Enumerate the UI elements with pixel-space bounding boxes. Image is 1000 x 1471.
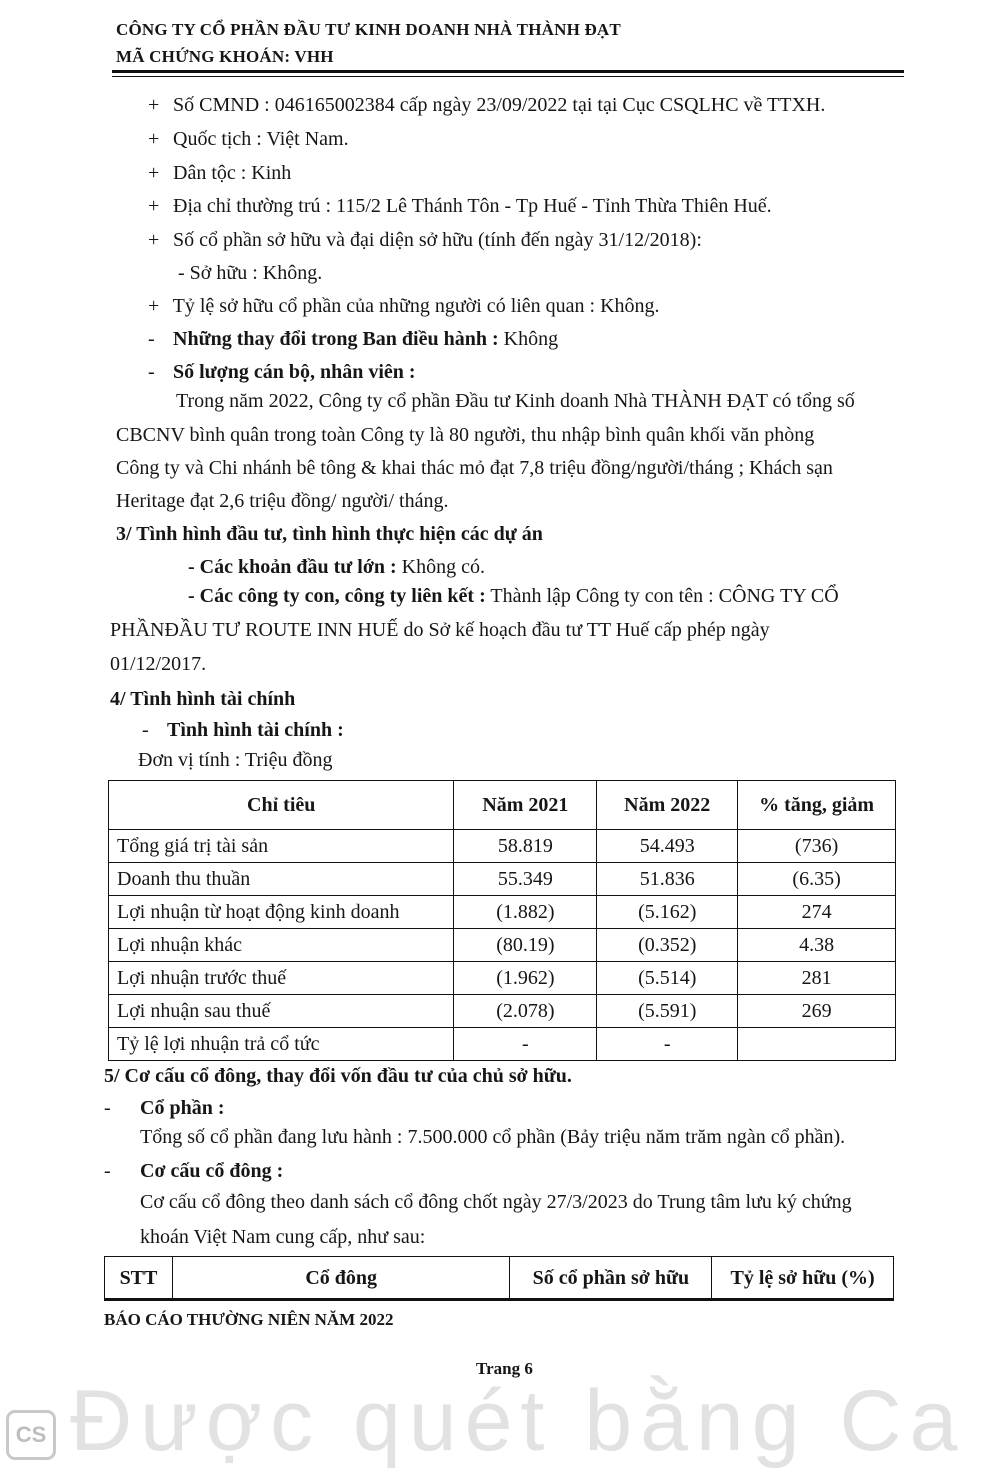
value-2021: 58.819 [454, 830, 597, 863]
value-2021: (1.962) [454, 962, 597, 995]
row-label: Lợi nhuận sau thuế [109, 995, 454, 1028]
header-shares: Số cổ phần sở hữu [510, 1257, 712, 1300]
staff-text-2: CBCNV bình quân trong toàn Công ty là 80 người, thu nhập bình quân khối văn phòng [116, 424, 815, 446]
structure-label: - Cơ cấu cổ đông : [104, 1160, 284, 1182]
row-label: Doanh thu thuần [109, 863, 454, 896]
value-2022: (5.591) [597, 995, 738, 1028]
value-change: 274 [738, 896, 896, 929]
value-2022: (5.162) [597, 896, 738, 929]
value-2021: - [454, 1028, 597, 1061]
subsidiaries-line-1: - Các công ty con, công ty liên kết : Thành lập Công ty con tên : CÔNG TY CỔ [188, 585, 839, 607]
value-change [738, 1028, 896, 1061]
ethnicity-line: + Dân tộc : Kinh [148, 162, 292, 184]
unit-line: Đơn vị tính : Triệu đồng [138, 749, 333, 771]
table-row [109, 962, 896, 995]
subsidiaries-line-2: PHẦNĐẦU TƯ ROUTE INN HUẾ do Sở kế hoạch đầu tư TT Huế cấp phép ngày [110, 619, 770, 641]
financial-table [108, 780, 896, 1061]
table-row [109, 863, 896, 896]
row-label: Tỷ lệ lợi nhuận trả cổ tức [109, 1028, 454, 1061]
header-stt: STT [105, 1257, 173, 1300]
value-2022: (0.352) [597, 929, 738, 962]
section-5-title: 5/ Cơ cấu cổ đông, thay đổi vốn đầu tư của chủ sở hữu. [104, 1065, 572, 1087]
camscanner-logo: CS [6, 1410, 56, 1460]
header-2021: Năm 2021 [454, 781, 597, 830]
id-card-line: + Số CMND : 046165002384 cấp ngày 23/09/2022 tại tại Cục CSQLHC về TTXH. [148, 94, 826, 116]
shares-owned-line: + Số cổ phần sở hữu và đại diện sở hữu (tính đến ngày 31/12/2018): [148, 229, 702, 251]
section-3-title: 3/ Tình hình đầu tư, tình hình thực hiện các dự án [116, 523, 543, 545]
row-label: Lợi nhuận từ hoạt động kinh doanh [109, 896, 454, 929]
value-2022: - [597, 1028, 738, 1061]
staff-text-4: Heritage đạt 2,6 triệu đồng/ người/ tháng. [116, 490, 449, 512]
shareholder-table [104, 1256, 894, 1300]
management-changes: - Những thay đổi trong Ban điều hành : Không [148, 328, 559, 350]
table-row [109, 830, 896, 863]
value-2022: 51.836 [597, 863, 738, 896]
header-shareholder: Cổ đông [172, 1257, 510, 1300]
table-row [109, 1028, 896, 1061]
nationality-line: + Quốc tịch : Việt Nam. [148, 128, 349, 150]
report-title: BÁO CÁO THƯỜNG NIÊN NĂM 2022 [104, 1310, 394, 1329]
header-indicator: Chỉ tiêu [109, 781, 454, 830]
scan-watermark: Được quét bằng Ca [70, 1373, 966, 1469]
footer-rule [104, 1298, 894, 1301]
row-label: Lợi nhuận trước thuế [109, 962, 454, 995]
stock-code: MÃ CHỨNG KHOÁN: VHH [116, 47, 334, 66]
value-2021: 55.349 [454, 863, 597, 896]
value-2021: (1.882) [454, 896, 597, 929]
value-change: (736) [738, 830, 896, 863]
header-change: % tăng, giảm [738, 781, 896, 830]
table-row [109, 995, 896, 1028]
value-2022: 54.493 [597, 830, 738, 863]
related-ratio-line: + Tỷ lệ sở hữu cổ phần của những người có liên quan : Không. [148, 295, 660, 317]
table-header-row [109, 781, 896, 830]
value-change: 4.38 [738, 929, 896, 962]
staff-label: - Số lượng cán bộ, nhân viên : [148, 361, 416, 383]
row-label: Lợi nhuận khác [109, 929, 454, 962]
staff-text-3: Công ty và Chi nhánh bê tông & khai thác mỏ đạt 7,8 triệu đồng/người/tháng ; Khách sạn [116, 457, 833, 479]
staff-text-1: Trong năm 2022, Công ty cổ phần Đầu tư Kinh doanh Nhà THÀNH ĐẠT có tổng số [176, 390, 855, 412]
shares-label: - Cổ phần : [104, 1097, 225, 1119]
header-2022: Năm 2022 [597, 781, 738, 830]
value-2021: (2.078) [454, 995, 597, 1028]
subsidiaries-line-3: 01/12/2017. [110, 653, 207, 675]
table-row [109, 929, 896, 962]
shares-text: Tổng số cổ phần đang lưu hành : 7.500.000 cổ phần (Bảy triệu năm trăm ngàn cổ phần). [140, 1126, 846, 1148]
owned-line: - Sở hữu : Không. [178, 262, 323, 284]
table-row [109, 896, 896, 929]
header-rule-thin [112, 76, 904, 77]
large-investments: - Các khoản đầu tư lớn : Không có. [188, 556, 485, 578]
value-2022: (5.514) [597, 962, 738, 995]
address-line: + Địa chỉ thường trú : 115/2 Lê Thánh Tôn - Tp Huế - Tỉnh Thừa Thiên Huế. [148, 195, 772, 217]
company-name: CÔNG TY CỔ PHẦN ĐẦU TƯ KINH DOANH NHÀ THÀNH ĐẠT [116, 20, 621, 39]
structure-text-2: khoán Việt Nam cung cấp, như sau: [140, 1226, 426, 1248]
value-change: 281 [738, 962, 896, 995]
value-2021: (80.19) [454, 929, 597, 962]
header-rule [112, 70, 904, 73]
structure-text-1: Cơ cấu cổ đông theo danh sách cổ đông chốt ngày 27/3/2023 do Trung tâm lưu ký chứng [140, 1191, 852, 1213]
value-change: 269 [738, 995, 896, 1028]
financial-sub: - Tình hình tài chính : [142, 719, 344, 741]
page-number: Trang 6 [476, 1359, 533, 1378]
section-4-title: 4/ Tình hình tài chính [110, 688, 296, 710]
row-label: Tổng giá trị tài sản [109, 830, 454, 863]
value-change: (6.35) [738, 863, 896, 896]
header-ratio: Tỷ lệ sở hữu (%) [712, 1257, 894, 1300]
shareholder-header-row [105, 1257, 894, 1300]
